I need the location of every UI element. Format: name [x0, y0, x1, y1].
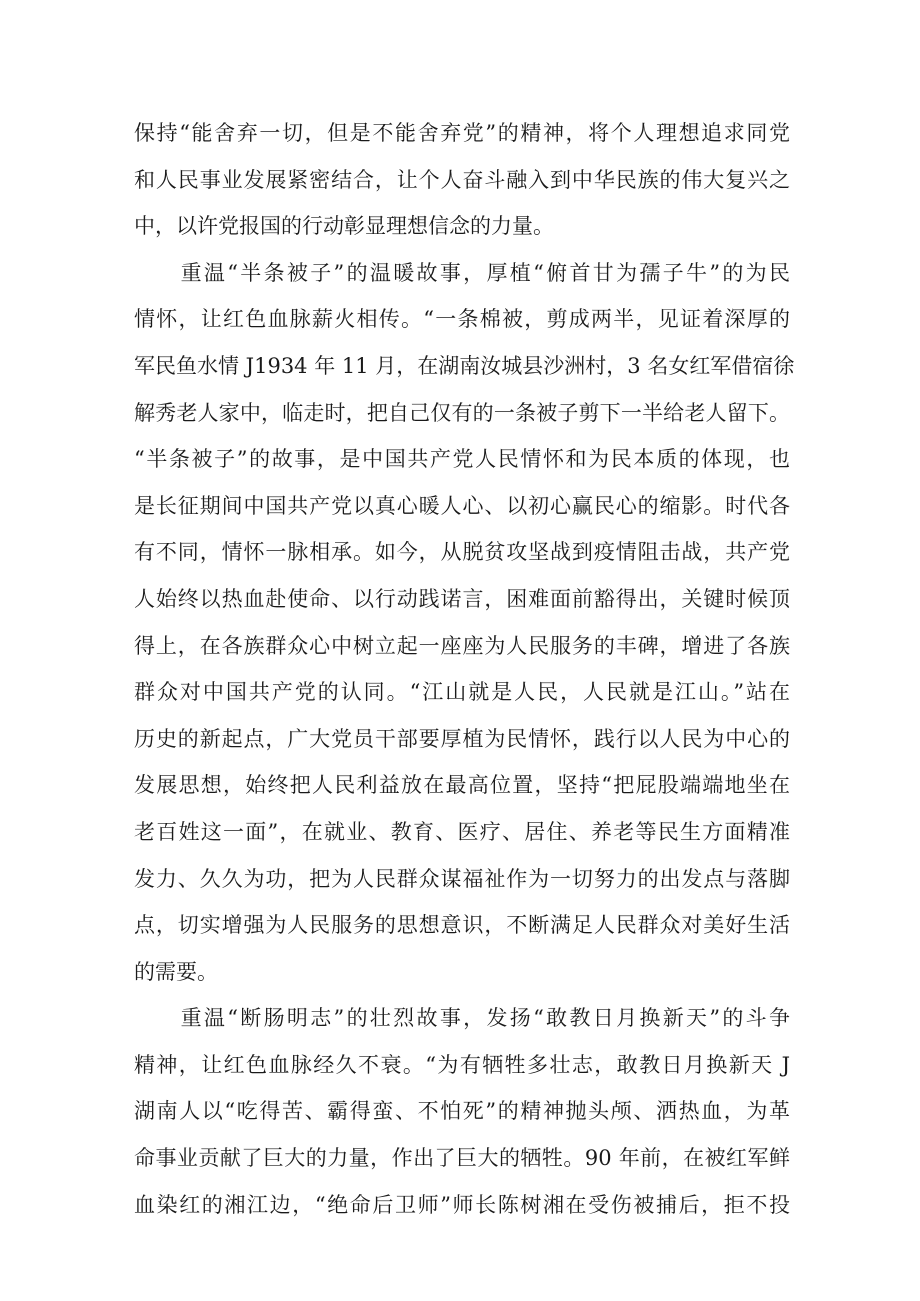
text-line: 中，以许党报国的行动彰显理想信念的力量。 — [134, 214, 554, 239]
text-line: 保持“能舍弃一切，但是不能舍弃党”的精神，将个人理想追求同党 — [134, 121, 790, 145]
text-line: 群众对中国共产党的认同。“江山就是人民，人民就是江山。”站在 — [134, 680, 790, 705]
text-line: 和人民事业发展紧密结合，让个人奋斗融入到中华民族的伟大复兴之 — [134, 167, 790, 192]
text-line: 发力、久久为功，把为人民群众谋福祉作为一切努力的出发点与落脚 — [134, 866, 790, 891]
paragraph-1 — [134, 110, 790, 250]
text-line: 有不同，情怀一脉相承。如今，从脱贫攻坚战到疫情阻击战，共产党 — [134, 540, 790, 565]
text-line: 重温“半条被子”的温暖故事，厚植“俯首甘为孺子牛”的为民 — [134, 260, 790, 285]
text-line: 历史的新起点，广大党员干部要厚植为民情怀，践行以人民为中心的 — [134, 726, 790, 751]
text-line: 湖南人以“吃得苦、霸得蛮、不怕死”的精神抛头颅、洒热血，为革 — [134, 1099, 790, 1124]
paragraph-3 — [134, 995, 790, 1228]
text-line: 血染红的湘江边，“绝命后卫师”师长陈树湘在受伤被捕后，拒不投 — [134, 1192, 790, 1217]
text-line: 得上，在各族群众心中树立起一座座为人民服务的丰碑，增进了各族 — [134, 633, 790, 658]
text-line: 老百姓这一面”，在就业、教育、医疗、居住、养老等民生方面精准 — [134, 819, 790, 844]
paragraph-2 — [134, 250, 795, 996]
text-line: 情怀，让红色血脉薪火相传。“一条棉被，剪成两半，见证着深厚的 — [134, 307, 790, 332]
text-line: 发展思想，始终把人民利益放在最高位置，坚持“把屁股端端地坐在 — [134, 773, 790, 798]
text-line: 解秀老人家中，临走时，把自己仅有的一条被子剪下一半给老人留下。 — [134, 400, 790, 425]
text-line: 军民鱼水情 J1934 年 11 月，在湖南汝城县沙洲村，3 名女红军借宿徐 — [134, 353, 795, 378]
text-line: 的需要。 — [134, 959, 218, 984]
document-body — [134, 110, 795, 1228]
text-line: 重温“断肠明志”的壮烈故事，发扬“敢教日月换新天”的斗争 — [134, 1006, 790, 1031]
text-line: 人始终以热血赴使命、以行动践诺言，困难面前豁得出，关键时候顶 — [134, 586, 790, 611]
text-line: 点，切实增强为人民服务的思想意识，不断满足人民群众对美好生活 — [134, 913, 790, 938]
text-line: 精神，让红色血脉经久不衰。“为有牺牲多壮志，敢教日月换新天 J — [134, 1052, 790, 1077]
text-line: 命事业贡献了巨大的力量，作出了巨大的牺牲。90 年前，在被红军鲜 — [134, 1146, 790, 1171]
text-line: “半条被子”的故事，是中国共产党人民情怀和为民本质的体现，也 — [134, 447, 790, 472]
text-line: 是长征期间中国共产党以真心暖人心、以初心赢民心的缩影。时代各 — [134, 493, 790, 518]
